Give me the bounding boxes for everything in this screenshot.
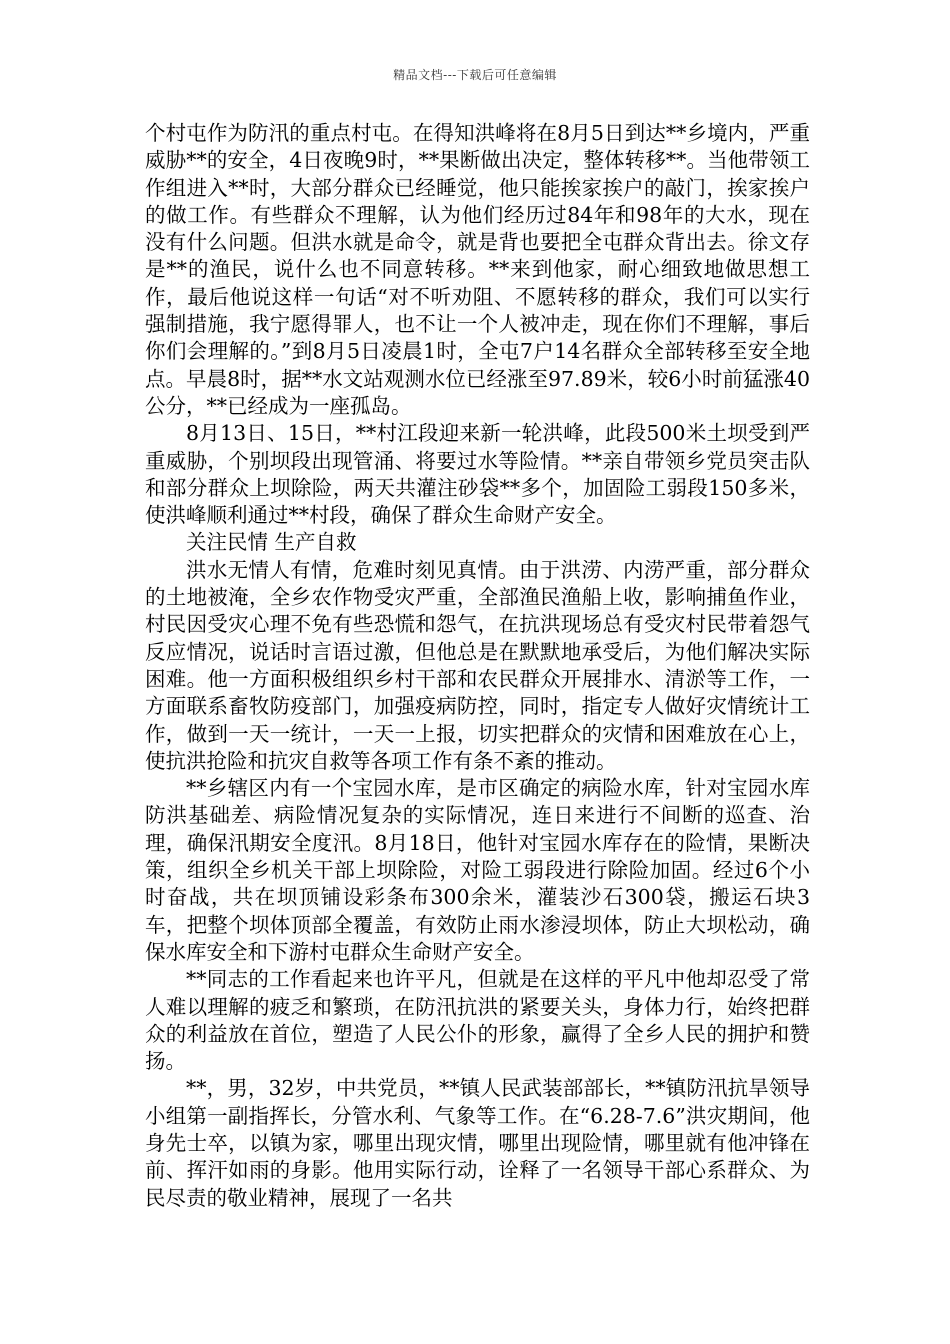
paragraph-evacuation: 个村屯作为防汛的重点村屯。在得知洪峰将在8月5日到达**乡境内，严重威胁**的安全，4日夜晚9时，**果断做出决定，整体转移**。当他带领工作组进入**时，大部分群众已经睡觉，他只能挨家挨户的敲门，挨家挨户的做工作。有些群众不理解，认为他们经历过84年和98年的大水，现在没有什么问题。但洪水就是命令，就是背也要把全屯群众背出去。徐文存是**的渔民，说什么也不同意转移。**来到他家，耐心细致地做思想工作，最后他说这样一句话“对不听劝阻、不愿转移的群众，我们可以实行强制措施，我宁愿得罪人，也不让一个人被冲走，现在你们不理解，事后你们会理解的。”到8月5日凌晨1时，全屯7户14名群众全部转移至安全地点。早晨8时，据**水文站观测水位已经涨至97.89米，较6小时前猛涨40公分，**已经成为一座孤岛。	[145, 121, 810, 418]
paragraph-self-rescue: 洪水无情人有情，危难时刻见真情。由于洪涝、内涝严重，部分群众的土地被淹，全乡农作物受灾严重，全部渔民渔船上收，影响捕鱼作业，村民因受灾心理不免有些恐慌和怨气，在抗洪现场总有受灾村民带着怨气反应情况，说话时言语过激，但他总是在默默地承受后，为他们解决实际困难。他一方面积极组织乡村干部和农民群众开展排水、清淤等工作，一方面联系畜牧防疫部门，加强疫病防控，同时，指定专人做好灾情统计工作，做到一天一统计，一天一上报，切实把群众的灾情和困难放在心上，使抗洪抢险和抗灾自救等各项工作有条不紊的推动。	[145, 557, 810, 773]
paragraph-summary: **同志的工作看起来也许平凡，但就是在这样的平凡中他却忍受了常人难以理解的疲乏和繁琐，在防汛抗洪的紧要关头，身体力行，始终把群众的利益放在首位，塑造了人民公仆的形象，赢得了全乡人民的拥护和赞扬。	[145, 967, 810, 1074]
paragraph-flood-peak: 8月13日、15日，**村江段迎来新一轮洪峰，此段500米土坝受到严重威胁，个别坝段出现管涌、将要过水等险情。**亲自带领乡党员突击队和部分群众上坝除险，两天共灌注砂袋**多个，加固险工弱段150多米，使洪峰顺利通过**村段，确保了群众生命财产安全。	[145, 421, 810, 528]
paragraph-reservoir: **乡辖区内有一个宝园水库，是市区确定的病险水库，针对宝园水库防洪基础差、病险情况复杂的实际情况，连日来进行不间断的巡查、治理，确保汛期安全度汛。8月18日，他针对宝园水库存在的险情，果断决策，组织全乡机关干部上坝除险，对险工弱段进行除险加固。经过6个小时奋战，共在坝顶铺设彩条布300余米，灌装沙石300袋，搬运石块3车，把整个坝体顶部全覆盖，有效防止雨水渗浸坝体，防止大坝松动，确保水库安全和下游村屯群众生命财产安全。	[145, 776, 810, 964]
section-heading: 关注民情 生产自救	[186, 530, 357, 555]
page-header: 精品文档---下载后可任意编辑	[393, 68, 557, 82]
paragraph-profile: **，男，32岁，中共党员，**镇人民武装部部长，**镇防汛抗旱领导小组第一副指挥长，分管水利、气象等工作。在“6.28-7.6”洪灾期间，他身先士卒，以镇为家，哪里出现灾情，哪里出现险情，哪里就有他冲锋在前、挥汗如雨的身影。他用实际行动，诠释了一名领导干部心系群众、为民尽责的敬业精神，展现了一名共	[145, 1076, 810, 1210]
document-body	[145, 120, 810, 1212]
